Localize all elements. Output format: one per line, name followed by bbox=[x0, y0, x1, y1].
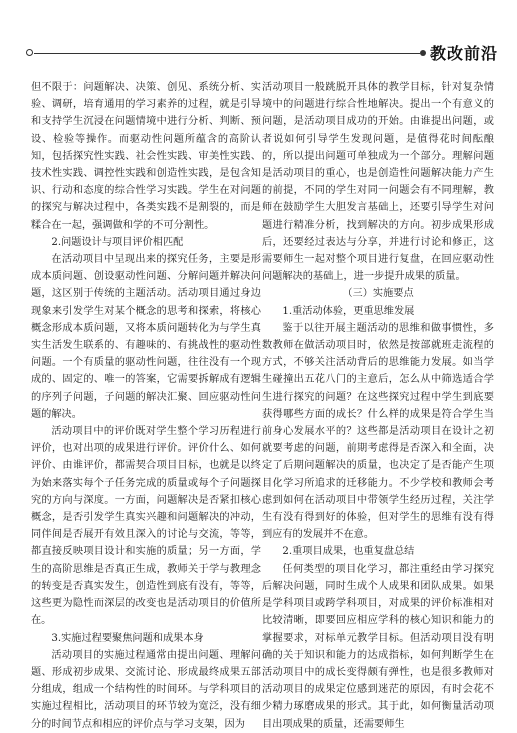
header-rule bbox=[34, 53, 420, 54]
paragraph: 但不限于：问题解决、决策、创见、系统分析、实验、调研，培育通用的学习素养的过程，就是引导和支持学生沉浸在问题情境中进行分析、判断、预设、检验等操作。而驱动性问题所蕴含的高阶认知，包括探究性实践、社会性实践、审美性实践、技术性实践、调控性实践和创造性实践，是包含知识、行动和态度的综合性学习实践。学生在对问题的探究与解决过程中，各类实践不是割裂的，而是糅合在一起，强调做和学的不可分割性。 bbox=[31, 82, 261, 231]
section-title: 教改前沿 bbox=[429, 44, 498, 63]
right-column bbox=[262, 79, 494, 733]
subheading: 3.实施过程要聚焦问题和成果本身 bbox=[51, 632, 204, 644]
header-ornament-dot-icon bbox=[420, 50, 426, 56]
paragraph: 活动项目中的评价既对学生整个学习历程进行评价，也对出项的成果进行评价。评价什么、如何评价、由谁评价，都需契合项目目标，也就是以终为始来落实每个子任务完成的质量或每个子问题探究的方向与深度。一方面，问题解决是否紧扣核心概念，是否引发学生真实兴趣和问题解决的冲动，同伴间是否展开有效且深入的讨论与交流，等等，都直接反映项目设计和实施的质量；另一方面，学生的高阶思维是否真正生成，教师关于学与教理念的转变是否真实发生，创造性到底有没有，等等，这些更为隐性而深层的改变也是活动项目的价值所在。 bbox=[31, 426, 261, 627]
page-header bbox=[26, 43, 498, 63]
left-column bbox=[31, 79, 261, 733]
paragraph: 活动项目的实施过程通常由提出问题、理解问题、形成初步成果、交流讨论、形成最终成果五部分组成，组成一个结构性的时间环。与学科项目的实施过程相比，活动项目的环节较为宽泛，没有细分的时间节点和相应的评价点与学习支架，因为 bbox=[31, 649, 261, 730]
paragraph: 任何类型的项目化学习，都注重经由学习探究后解决问题，同时生成个人成果和团队成果。如果是学科项目或跨学科项目，对成果的评价标准相对比较清晰，即要回应相应学科的核心知识和能力的掌握要求，对标单元教学目标。但活动项目没有明确的关于知识和能力的达成指标，如何判断学生在活动项目中的成长变得颇有弹性，也是很多教师对活动项目的成果定位感到迷茫的原因，有时会花不少精力琢磨成果的形式。其于此，如何衡量活动项目出项成果的质量，还需要师生 bbox=[262, 563, 494, 730]
paragraph: 鉴于以往开展主题活动的思维和做事惯性，多数教师在做活动项目时，依然是按部就班走流程的方式，不够关注活动背后的思维能力发展。如当学生碰撞出五花八门的主意后，怎么从中筛选适合学生进行探究的问题？在这些探究过程中学生到底要获得哪些方面的成长？什么样的成果是符合学生当前身心发展水平的？这些都是活动项目在设计之初就要考虑的问题，前期考虑得是否深入和全面，决定了后期问题解决的质量，也决定了是否能产生项目化学习所追求的迁移能力。不少学校和教师会考虑到如何在活动项目中带领学生经历过程，关注学生有没有得到好的体验，但对学生的思维有没有得到应有的发展并不在意。 bbox=[262, 322, 494, 541]
subheading: 2.重项目成果，也重复盘总结 bbox=[282, 546, 415, 558]
subheading: 2.问题设计与项目评价相匹配 bbox=[51, 236, 184, 248]
section-subheading: （三）实施要点 bbox=[342, 288, 414, 300]
paragraph: 活动项目一般跳脱开具体的教学目标，针对复杂情境中的问题进行综合性地解决。提出一个有意义的问题，是活动项目成功的开始。由谁提出问题，或者说如何引导学生发现问题，是值得花时间酝酿的，所以提出问题可单独成为一个部分。理解问题是活动项目的重心，也是创造性问题解决能力产生的前提，不同的学生对同一问题会有不同理解，教师在鼓励学生大胆发言基础上，还要引导学生对问题进行精准分析，找到解决的方向。初步成果形成后，还要经过表达与分享，并进行讨论和修正，这需要师生一起对整个项目进行复盘，在回应驱动性问题解决的基础上，进一步提升成果的质量。 bbox=[262, 82, 494, 283]
subheading: 1.重活动体验，更重思维发展 bbox=[282, 305, 415, 317]
paragraph: 在活动项目中呈现出来的探究任务，主要是形成本质问题、创设驱动性问题、分解问题并解决问题，这区别于传统的主题活动。活动项目通过身边现象来引发学生对某个概念的思考和探索，将核心概念形成本质问题，又将本质问题转化为与学生真实生活发生联系的、有趣味的、有挑战性的驱动性问题。一个有质量的驱动性问题，往往没有一个现成的、固定的、唯一的答案，它需要拆解成有逻辑的序列子问题，子问题的解决汇聚、回应驱动性问题的解决。 bbox=[31, 254, 261, 420]
header-ornament-circle-icon bbox=[26, 49, 33, 56]
